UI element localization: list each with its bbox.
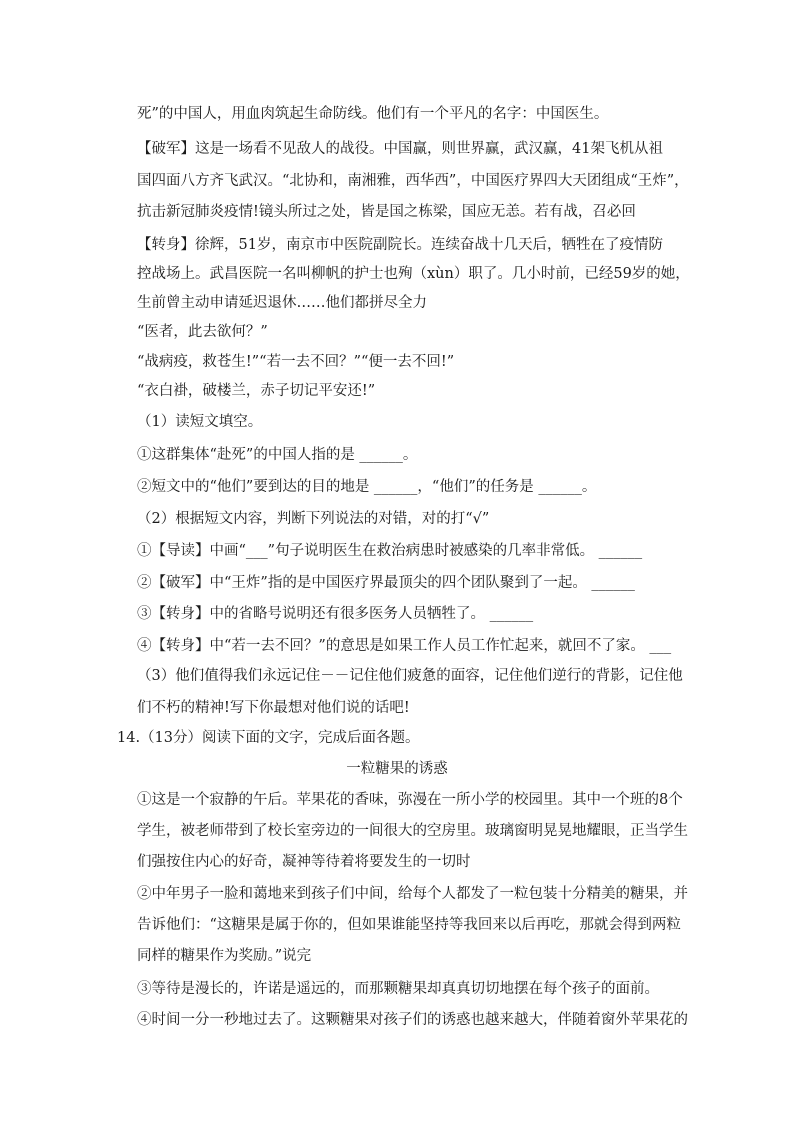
question-1-title: （1）读短文填空。 — [137, 414, 263, 430]
passage-paragraph-line: ③等待是漫长的，许诺是遥远的，而那颗糖果却真真切切地摆在每个孩子的面前。 — [137, 981, 659, 997]
passage-paragraph-line: ④时间一分一秒地过去了。这颗糖果对孩子们的诱惑也越来越大，伴随着窗外苹果花的 — [137, 1012, 688, 1028]
passage-paragraph-line: ②中年男子一脸和蔼地来到孩子们中间，给每个人都发了一粒包装十分精美的糖果，并 — [137, 886, 688, 902]
question-2-item: ④【转身】中“若一去不回？”的意思是如果工作人员工作忙起来，就回不了家。 ___ — [137, 638, 672, 654]
dialogue-line: “衣白褂，破楼兰，赤子切记平安还!” — [137, 383, 376, 399]
question-1-item: ②短文中的“他们”要到达的目的地是 ______，“他们”的任务是 ______。 — [137, 479, 597, 495]
dialogue-line: “医者，此去欲何？” — [137, 324, 268, 340]
question-2-item: ②【破军】中“王炸”指的是中国医疗界最顶尖的四个团队聚到了一起。 ______ — [137, 575, 635, 591]
question-2-title: （2）根据短文内容，判断下列说法的对错，对的打“√” — [137, 511, 490, 527]
passage-paragraph-line: 告诉他们：“这糖果是属于你的，但如果谁能坚持等我回来以后再吃，那就会得到两粒 — [137, 917, 681, 933]
question-1-item: ①这群集体“赴死”的中国人指的是 ______。 — [137, 447, 418, 463]
passage-paragraph-line: ①这是一个寂静的午后。苹果花的香味，弥漫在一所小学的校园里。其中一个班的8个 — [137, 792, 683, 808]
passage-paragraph-line: 们强按住内心的好奇，凝神等待着将要发生的一切时 — [137, 854, 471, 870]
passage-line: 生前曾主动申请延迟退休……他们都拼尽全力 — [137, 295, 427, 311]
passage-paragraph-line: 同样的糖果作为奖励。”说完 — [137, 948, 312, 964]
passage-line-zhuanshen: 【转身】徐辉，51岁，南京市中医院副院长。连续奋战十几天后，牺牲在了疫情防 — [137, 237, 663, 253]
passage-line: 死”的中国人，用血肉筑起生命防线。他们有一个平凡的名字：中国医生。 — [137, 106, 609, 122]
question-2-item: ③【转身】中的省略号说明还有很多医务人员牺牲了。 ______ — [137, 606, 534, 622]
passage-line-pojun: 【破军】这是一场看不见敌人的战役。中国赢，则世界赢，武汉赢，41架飞机从祖 — [137, 141, 663, 157]
dialogue-line: “战病疫，救苍生!”“若一去不回？”“便一去不回!” — [137, 354, 455, 370]
passage-title: 一粒糖果的诱惑 — [346, 761, 448, 777]
passage-line: 国四面八方齐飞武汉。“北协和，南湘雅，西华西”，中国医疗界四大天团组成“王炸”， — [137, 173, 689, 189]
passage-paragraph-line: 学生，被老师带到了校长室旁边的一间很大的空房里。玻璃窗明晃晃地耀眼，正当学生 — [137, 823, 688, 839]
question-2-item: ①【导读】中画“___”句子说明医生在救治病患时被感染的几率非常低。 ______ — [137, 543, 643, 559]
passage-line: 控战场上。武昌医院一名叫柳帆的护士也殉（xùn）职了。几小时前，已经59岁的她， — [137, 266, 690, 282]
question-14-header: 14.（13分）阅读下面的文字，完成后面各题。 — [117, 730, 420, 746]
passage-line: 抗击新冠肺炎疫情!镜头所过之处，皆是国之栋梁，国应无恙。若有战，召必回 — [137, 204, 636, 220]
question-3-line: 们不朽的精神!写下你最想对他们说的话吧! — [137, 700, 410, 716]
question-3-line: （3）他们值得我们永远记住－－记住他们疲惫的面容，记住他们逆行的背影，记住他 — [137, 668, 683, 684]
